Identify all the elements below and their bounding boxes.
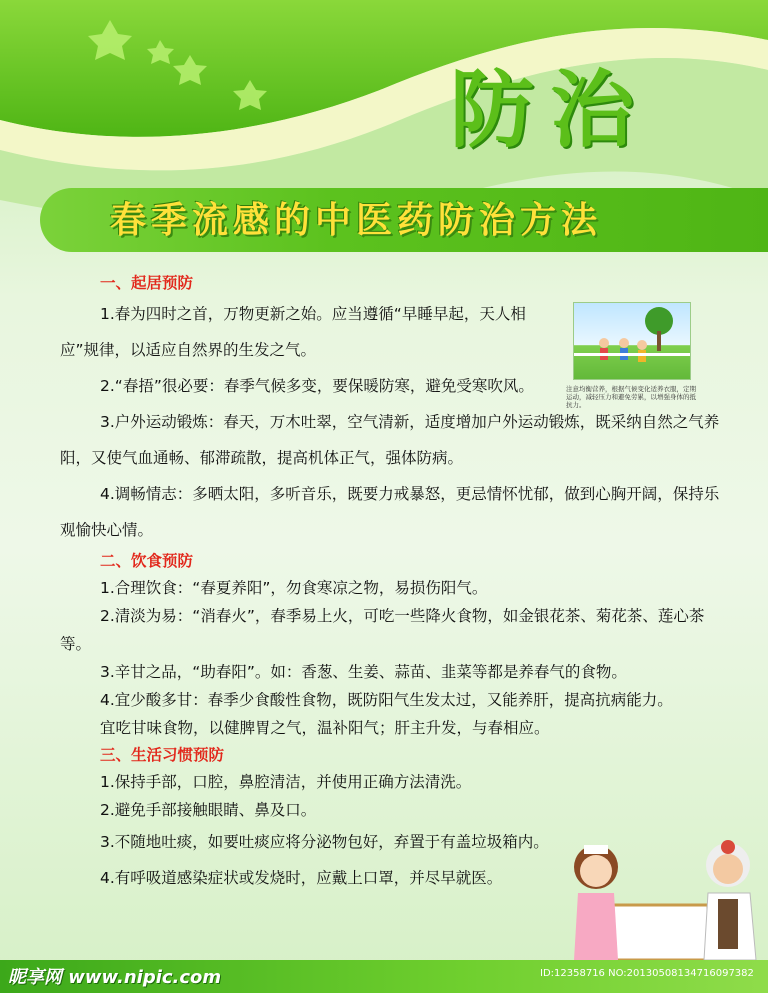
site-watermark: 昵享网 www.nipic.com xyxy=(8,967,222,988)
paragraph: 3.户外运动锻炼：春天，万木吐翠，空气清新，适度增加户外运动锻炼，既采纳自然之气养阳，又使气血通畅、郁滞疏散，提高机体正气，强体防病。 xyxy=(60,413,720,467)
paragraph: 3.不随地吐痰，如要吐痰应将分泌物包好，弃置于有盖垃圾箱内。 xyxy=(100,833,549,851)
section-heading: 三、生活习惯预防 xyxy=(100,746,225,764)
paragraph: 4.宜少酸多甘：春季少食酸性食物，既防阳气生发太过，又能养肝，提高抗病能力。 xyxy=(100,691,673,709)
section-heading: 一、起居预防 xyxy=(100,274,194,292)
paragraph: 1.春为四时之首，万物更新之始。应当遵循“早睡早起，天人相应”规律，以适应自然界的生发之气。 xyxy=(60,305,526,359)
nurse-and-doctor-cartoon xyxy=(568,835,768,965)
paragraph: 4.有呼吸道感染症状或发烧时，应戴上口罩，并尽早就医。 xyxy=(100,869,503,887)
paragraph: 1.保持手部，口腔，鼻腔清洁，并使用正确方法清洗。 xyxy=(100,773,472,791)
paragraph: 3.辛甘之品，“助春阳”。如：香葱、生姜、蒜苗、韭菜等都是养春气的食物。 xyxy=(100,663,627,681)
paragraph: 2.“春捂”很必要：春季气候多变，要保暖防寒，避免受寒吹风。 xyxy=(100,377,534,395)
article-body xyxy=(60,270,720,896)
image-id-watermark: ID:12358716 NO:20130508134716097382 xyxy=(540,968,754,979)
page-title: 春季流感的中医药防治方法 xyxy=(110,199,603,241)
paragraph: 2.清淡为易：“消春火”，春季易上火，可吃一些降火食物，如金银花茶、菊花茶、莲心茶等。 xyxy=(60,607,705,653)
photo-caption: 注意均衡营养，根据气候变化适养衣服，定期运动，减轻压力和避免劳累，以增强身体的抵抗力。 xyxy=(566,385,696,409)
title-logo xyxy=(450,60,660,188)
logo-char-fang: 防 xyxy=(450,60,535,159)
section-heading: 二、饮食预防 xyxy=(100,552,194,570)
paragraph: 宜吃甘味食物，以健脾胃之气，温补阳气；肝主升发，与春相应。 xyxy=(100,719,550,737)
logo-char-zhi: 治 xyxy=(550,60,635,159)
paragraph: 1.合理饮食：“春夏养阳”，勿食寒凉之物，易损伤阳气。 xyxy=(100,579,488,597)
paragraph: 4.调畅情志：多晒太阳，多听音乐，既要力戒暴怒，更忌情怀忧郁，做到心胸开阔，保持乐观愉快心情。 xyxy=(60,485,720,539)
paragraph: 2.避免手部接触眼睛、鼻及口。 xyxy=(100,801,317,819)
